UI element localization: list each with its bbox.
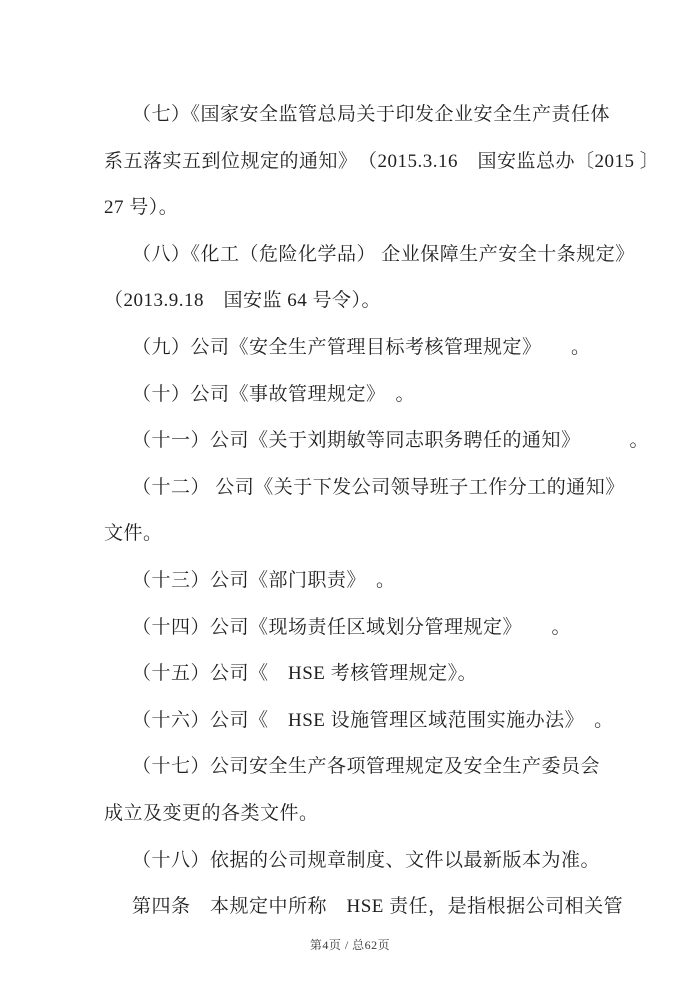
page-footer: [0, 936, 700, 953]
paragraph-line: （九）公司《安全生产管理目标考核管理规定》 。: [132, 336, 591, 358]
paragraph-line: 系五落实五到位规定的通知》 （2015.3.16 国安监总办〔2015 〕: [104, 150, 660, 172]
paragraph-line: （十六）公司《 HSE 设施管理区域范围实施办法》 。: [132, 709, 614, 731]
paragraph-line: 文件。: [104, 523, 163, 545]
paragraph-line: 27 号）。: [104, 197, 179, 219]
paragraph-line: （十）公司《事故管理规定》 。: [132, 383, 416, 405]
page-number-label: 第4页 / 总62页: [309, 938, 391, 952]
paragraph-line: （十一）公司《关于刘期敏等同志职务聘任的通知》 。: [132, 430, 650, 452]
paragraph-line: （七）《国家安全监管总局关于印发企业安全生产责任体: [132, 104, 611, 125]
paragraph-line: （十七）公司安全生产各项管理规定及安全生产委员会: [132, 756, 601, 778]
paragraph-line: （八）《化工（危险化学品） 企业保障生产安全十条规定》: [132, 243, 635, 265]
paragraph-line: 第四条 本规定中所称 HSE 责任，是指根据公司相关管: [132, 896, 624, 918]
paragraph-line: （十二） 公司《关于下发公司领导班子工作分工的通知》: [132, 476, 625, 498]
paragraph-line: （十八）依据的公司规章制度、文件以最新版本为准。: [132, 849, 601, 871]
paragraph-line: （十五）公司《 HSE 考核管理规定》。: [132, 663, 478, 685]
paragraph-line: （2013.9.18 国安监 64 号令）。: [104, 290, 382, 312]
paragraph-line: 成立及变更的各类文件。: [104, 802, 319, 824]
paragraph-line: （十四）公司《现场责任区域划分管理规定》 。: [132, 616, 572, 638]
document-body: [104, 92, 660, 931]
paragraph-line: （十三）公司《部门职责》 。: [132, 569, 396, 591]
